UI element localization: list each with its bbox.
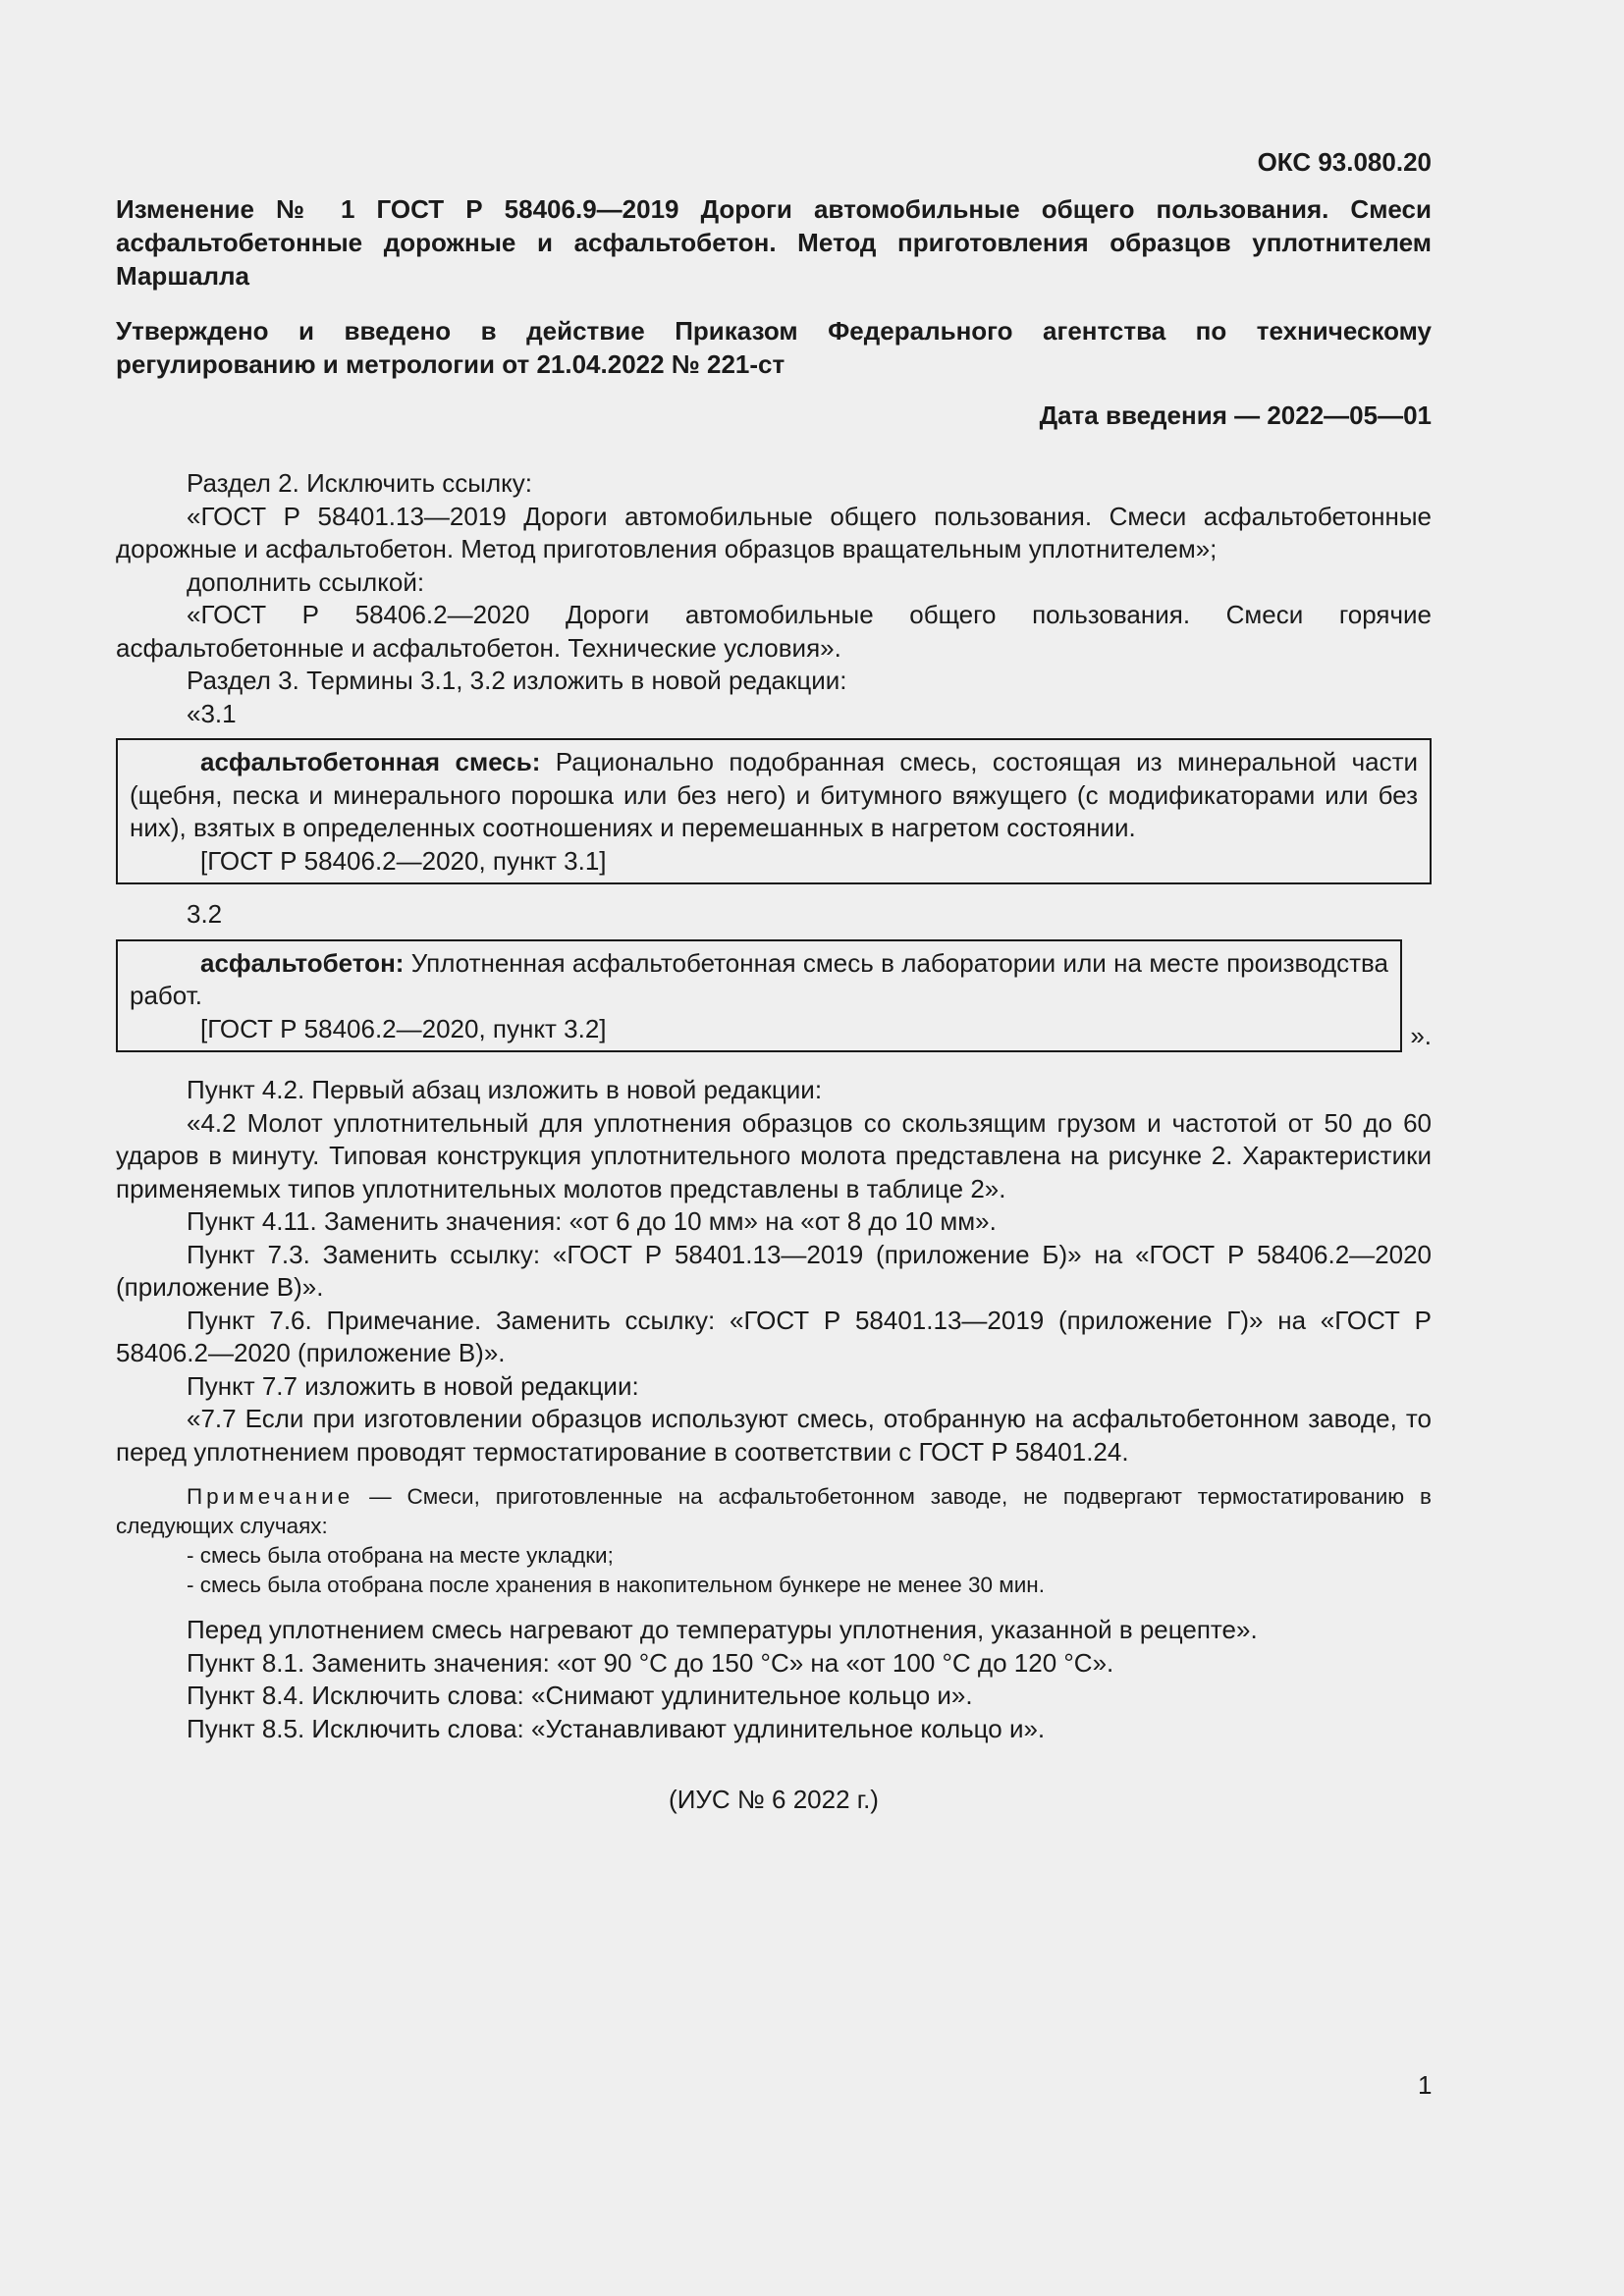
term-box-row: [116, 939, 1432, 1053]
term-definition: [130, 947, 1388, 1013]
page-number: 1: [1418, 2070, 1433, 2100]
paragraph: Пункт 7.3. Заменить ссылку: «ГОСТ Р 58401.13—2019 (приложение Б)» на «ГОСТ Р 58406.2—2020 (приложение В)».: [116, 1239, 1432, 1302]
paragraph: дополнить ссылкой:: [187, 566, 425, 597]
paragraph: Раздел 2. Исключить ссылку:: [187, 468, 533, 498]
document-title: Изменение № 1 ГОСТ Р 58406.9—2019 Дороги автомобильные общего пользования. Смеси асфальтобетонные дорожные и асфальтобетон. Метод приготовления образцов уплотнителем Маршалла: [116, 194, 1432, 291]
term-text: Рационально подобранная смесь, состоящая из минеральной части (щебня, песка и минерального порошка или без него) и битумного вяжущего (с модификаторами или без них), взятых в определенных соотношениях и перемешанных в нагретом состоянии.: [130, 747, 1419, 842]
paragraph: 3.2: [187, 899, 223, 929]
term-definition: [130, 746, 1418, 845]
paragraph: Пункт 8.4. Исключить слова: «Снимают удлинительное кольцо и».: [187, 1681, 973, 1710]
paragraph: «7.7 Если при изготовлении образцов используют смесь, отобранную на асфальтобетонном заводе, то перед уплотнением проводят термостатирование в соответствии с ГОСТ Р 58401.24.: [116, 1404, 1432, 1467]
term-reference: [ГОСТ Р 58406.2—2020, пункт 3.1]: [200, 845, 607, 876]
ius-reference: (ИУС № 6 2022 г.): [669, 1785, 879, 1814]
paragraph: «ГОСТ Р 58401.13—2019 Дороги автомобильные общего пользования. Смеси асфальтобетонные дорожные и асфальтобетон. Метод приготовления образцов вращательным уплотнителем»;: [116, 501, 1432, 563]
paragraph: Перед уплотнением смесь нагревают до температуры уплотнения, указанной в рецепте».: [187, 1615, 1258, 1644]
note: [116, 1482, 1432, 1541]
effective-date: Дата введения — 2022—05—01: [1039, 400, 1432, 430]
document-page: [116, 145, 1432, 1816]
closing-quote: ».: [1410, 1020, 1432, 1050]
note-label: Примечание: [187, 1484, 354, 1509]
paragraph: Пункт 7.6. Примечание. Заменить ссылку: «ГОСТ Р 58401.13—2019 (приложение Г)» на «ГОСТ Р 58406.2—2020 (приложение В)».: [116, 1305, 1432, 1367]
paragraph: Раздел 3. Термины 3.1, 3.2 изложить в новой редакции:: [187, 666, 847, 695]
term-name: асфальтобетонная смесь:: [200, 747, 541, 776]
term-box-3-1: [116, 738, 1432, 884]
term-box-3-2: [116, 939, 1402, 1053]
paragraph: «4.2 Молот уплотнительный для уплотнения образцов со скользящим грузом и частотой от 50 до 60 ударов в минуту. Типовая конструкция уплотнительного молота представлена на рисунке 2. Характеристики применяемых типов уплотнительных молотов представлены в таблице 2».: [116, 1107, 1432, 1203]
paragraph: Пункт 4.11. Заменить значения: «от 6 до 10 мм» на «от 8 до 10 мм».: [187, 1206, 997, 1236]
paragraph: «3.1: [187, 698, 237, 728]
term-name: асфальтобетон:: [200, 947, 405, 978]
paragraph: Пункт 7.7 изложить в новой редакции:: [187, 1370, 639, 1401]
approval-statement: Утверждено и введено в действие Приказом Федерального агентства по техническому регулированию и метрологии от 21.04.2022 № 221-ст: [116, 316, 1432, 379]
note-text: — Смеси, приготовленные на асфальтобетонном заводе, не подвергают термостатированию в следующих случаях:: [116, 1484, 1432, 1538]
paragraph: Пункт 8.1. Заменить значения: «от 90 °С до 150 °С» на «от 100 °С до 120 °С».: [187, 1647, 1114, 1678]
note-item: - смесь была отобрана на месте укладки;: [187, 1543, 614, 1568]
term-text: Уплотненная асфальтобетонная смесь в лаборатории или на месте производства работ.: [130, 947, 1388, 1010]
paragraph: Пункт 4.2. Первый абзац изложить в новой редакции:: [187, 1075, 823, 1104]
paragraph: Пункт 8.5. Исключить слова: «Устанавливают удлинительное кольцо и».: [187, 1713, 1046, 1743]
paragraph: «ГОСТ Р 58406.2—2020 Дороги автомобильные общего пользования. Смеси горячие асфальтобетонные и асфальтобетон. Технические условия».: [116, 600, 1432, 663]
term-reference: [ГОСТ Р 58406.2—2020, пункт 3.2]: [200, 1013, 607, 1043]
classification-code: ОКС 93.080.20: [1257, 147, 1432, 177]
note-item: - смесь была отобрана после хранения в накопительном бункере не менее 30 мин.: [187, 1573, 1045, 1597]
